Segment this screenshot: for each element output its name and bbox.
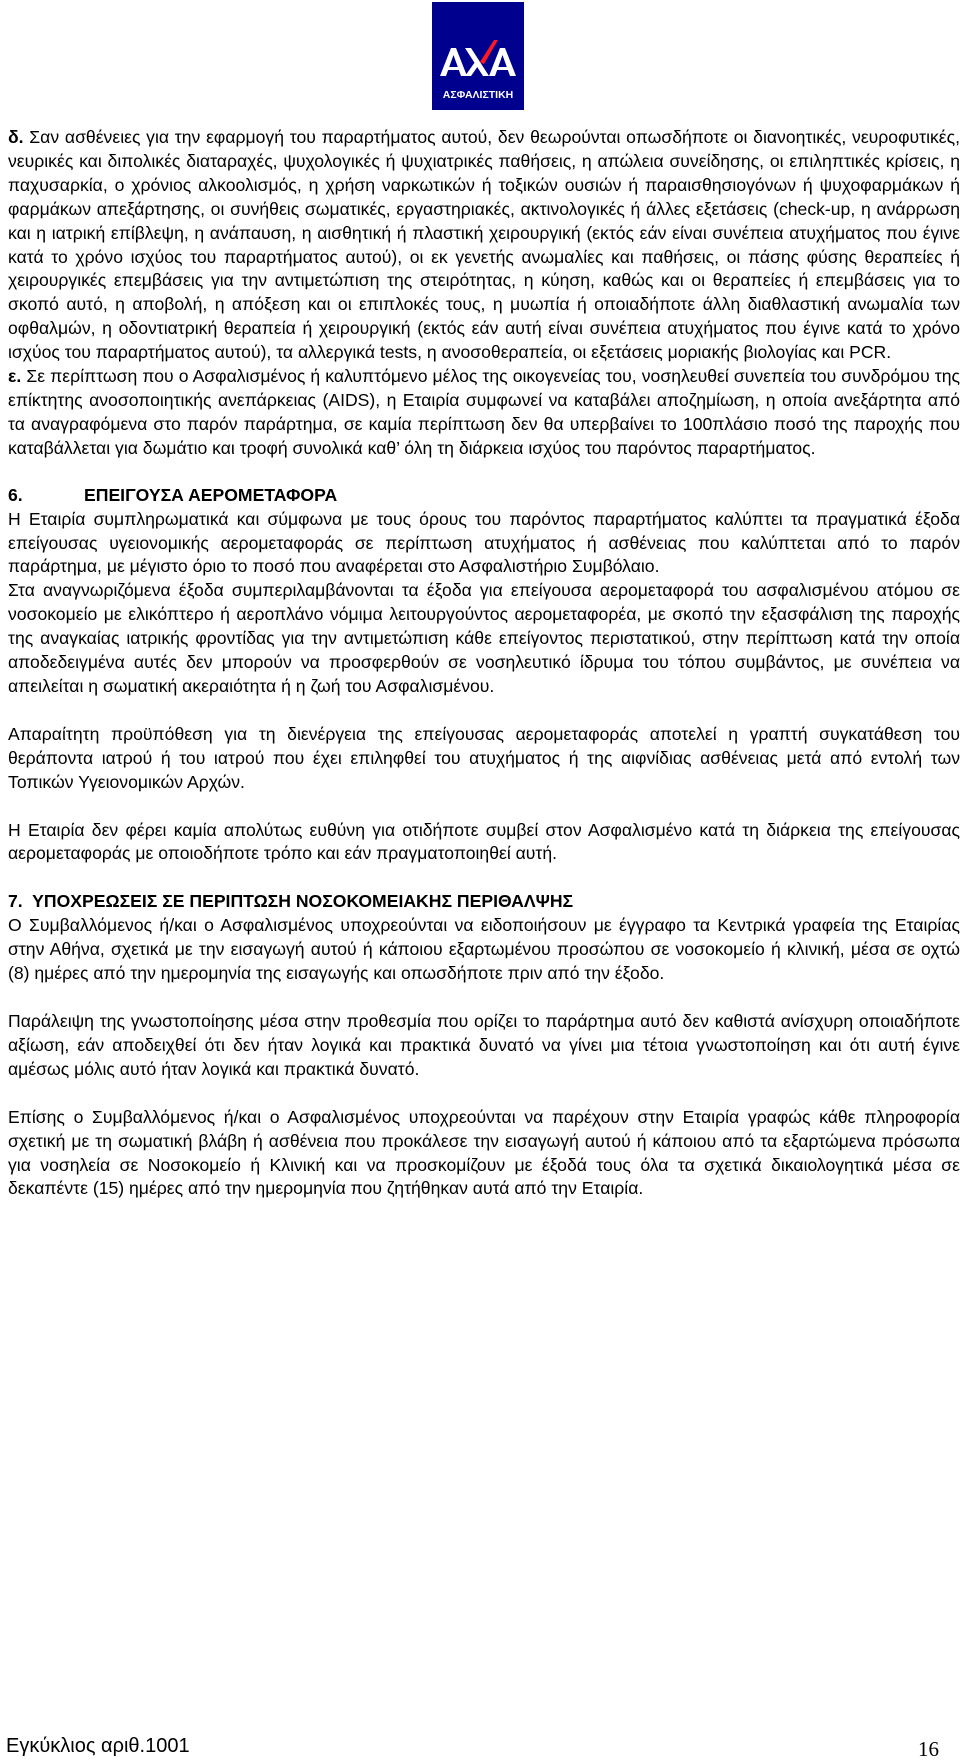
section-6-paragraph-2: Στα αναγνωριζόμενα έξοδα συμπεριλαμβάνονται τα έξοδα για επείγουσα αερομεταφορά του ασφαλισμένου ατόμου σε νοσοκομείο με ελικόπτερο ή αεροπλάνο νόμιμα λειτουργούντος αερομεταφορέα, με σκοπό την εξασφάλιση της παροχής της αναγκαίας ιατρικής φροντίδας για την αντιμετώπιση κάθε επείγοντος περιστατικού, στην περίπτωση κατά την οποία αποδεδειγμένα αυτές δεν μπορούν να προσφερθούν σε νοσηλευτικό ίδρυμα του τόπου συμβάντος, με συνέπεια να απειλείται η σωματική ακεραιότητα ή η ζωή του Ασφαλισμένου.: [8, 580, 960, 696]
section-6-heading: [8, 484, 960, 508]
section-6-paragraph-3: Απαραίτητη προϋπόθεση για τη διενέργεια της επείγουσας αερομεταφοράς αποτελεί η γραπτή συγκατάθεση του θεράποντα ιατρού ή του ιατρού που έχει επιληφθεί του ατυχήματος ή της αιφνίδιας ασθένειας μετά από εντολή των Τοπικών Υγειονομικών Αρχών.: [8, 723, 960, 792]
section-6-paragraph-4: Η Εταιρία δεν φέρει καμία απολύτως ευθύνη για οτιδήποτε συμβεί στον Ασφαλισμένο κατά τη διάρκεια της επείγουσας αερομεταφοράς με οποιοδήποτε τρόπο και εάν πραγματοποιηθεί αυτή.: [8, 819, 960, 864]
section-6-number: 6.: [8, 484, 23, 505]
paragraph-d: [8, 126, 960, 365]
axa-logo: [432, 2, 524, 110]
page-number: 16: [918, 1737, 939, 1761]
axa-logo-subtitle: ΑΣΦΑΛΙΣΤΙΚΗ: [442, 89, 514, 101]
section-7-paragraph-3: Επίσης ο Συμβαλλόμενος ή/και ο Ασφαλισμένος υποχρεούνται να παρέχουν στην Εταιρία γραφώς κάθε πληροφορία σχετική με τη σωματική βλάβη ή ασθένεια που προκάλεσε την εισαγωγή αυτού ή κάποιου από τα εξαρτώμενα πρόσωπα για νοσηλεία σε Νοσοκομείο ή Κλινική και να προσκομίζουν με έξοδά τους όλα τα σχετικά δικαιολογητικά μέσα σε δεκαπέντε (15) ημέρες από την ημερομηνία που ζητήθηκαν αυτά από την Εταιρία.: [8, 1106, 960, 1199]
paragraph-e-label: ε.: [8, 366, 22, 387]
axa-logo-graphic: [432, 2, 524, 110]
section-7-heading: 7. ΥΠΟΧΡΕΩΣΕΙΣ ΣΕ ΠΕΡΙΠΤΩΣΗ ΝΟΣΟΚΟΜΕΙΑΚΗΣ ΠΕΡΙΘΑΛΨΗΣ: [8, 891, 574, 912]
paragraph-e: [8, 365, 960, 461]
document-body: [8, 126, 960, 1201]
paragraph-d-label: δ.: [8, 127, 24, 147]
paragraph-d-text: Σαν ασθένειες για την εφαρμογή του παραρτήματος αυτού, δεν θεωρούνται οπωσδήποτε οι διανοητικές, νευροφυτικές, νευρικές και διπολικές διαταραχές, ψυχολογικές ή ψυχιατρικές παθήσεις, η απώλεια συνείδησης, οι επιληπτικές κρίσεις, η παχυσαρκία, ο χρόνιος αλκοολισμός, η χρήση ναρκωτικών ή τοξικών ουσιών ή παραισθησιογόνων ή ψυχοφαρμάκων ή φαρμάκων απεξάρτησης, οι συνήθεις σωματικές, εργαστηριακές, ακτινολογικές ή άλλες εξετάσεις (check-up, η ανάρρωση και η ιατρική επίβλεψη, η ανάπαυση, η αισθητική ή πλαστική χειρουργική (εκτός εάν είναι συνέπεια ατυχήματος που έγινε κατά το χρόνο ισχύος του παραρτήματος αυτού), οι εκ γενετής ανωμαλίες και παθήσεις, οι πάσης φύσης θεραπείες ή χειρουργικές επεμβάσεις για την αντιμετώπιση της στειρότητας, η κύηση, καθώς και οι θεραπείες ή επεμβάσεις για το σκοπό αυτό, η αποβολή, η απόξεση και οι επιπλοκές τους, η μυωπία ή οποιαδήποτε άλλη διαθλαστική ανωμαλία των οφθαλμών, η οδοντιατρική θεραπεία ή χειρουργική (εκτός εάν αυτή είναι συνέπεια ατυχήματος που έγινε κατά το χρόνο ισχύος του παραρτήματος αυτού), τα αλλεργικά tests, η ανοσοθεραπεία, οι εξετάσεις μοριακής βιολογίας και PCR.: [8, 127, 960, 363]
paragraph-e-text: Σε περίπτωση που ο Ασφαλισμένος ή καλυπτόμενο μέλος της οικογενείας του, νοσηλευθεί συνεπεία του συνδρόμου της επίκτητης ανοσοποιητικής ανεπάρκειας (AIDS), η Εταιρία συμφωνεί να καταβάλει αποζημίωση, η οποία ανεξάρτητα από τα αναγραφόμενα στο παρόν παράρτημα, σε καμία περίπτωση δεν θα υπερβαίνει το 100πλάσιο ποσό της παροχής που καταβάλλεται για δωμάτιο και τροφή συνολικά καθ’ όλη τη διάρκεια ισχύος του παρόντος παραρτήματος.: [8, 366, 960, 458]
section-7-paragraph-2: Παράλειψη της γνωστοποίησης μέσα στην προθεσμία που ορίζει το παράρτημα αυτό δεν καθιστά ανίσχυρη οποιαδήποτε αξίωση, εάν αποδειχθεί ότι δεν ήταν λογικά και πρακτικά δυνατό να γίνει μια τέτοια γνωστοποίηση και ότι αυτή έγινε αμέσως μόλις αυτό ήταν λογικά και πρακτικά δυνατό.: [8, 1011, 960, 1079]
section-6-title: ΕΠΕΙΓΟΥΣΑ ΑΕΡΟΜΕΤΑΦΟΡΑ: [84, 484, 338, 505]
section-7-paragraph-1: Ο Συμβαλλόμενος ή/και ο Ασφαλισμένος υποχρεούνται να ειδοποιήσουν με έγγραφο τα Κεντρικά γραφεία της Εταιρίας στην Αθήνα, σχετικά με την εισαγωγή αυτού ή κάποιου εξαρτωμένου προσώπου σε νοσοκομείο ή κλινική, μέσα σε οχτώ (8) ημέρες από την ημερομηνία της εισαγωγής και οπωσδήποτε πριν από την έξοδο.: [8, 915, 960, 984]
footer-circular-number: Εγκύκλιος αριθ.1001: [6, 1735, 190, 1757]
section-6-paragraph-1: Η Εταιρία συμπληρωματικά και σύμφωνα με τους όρους του παρόντος παραρτήματος καλύπτει τα πραγματικά έξοδα επείγουσας υγειονομικής αερομεταφοράς σε περίπτωση ατυχήματος ή ασθένειας που καλύπτεται από το παρόν παράρτημα, με μέγιστο όριο το ποσό που αναφέρεται στο Ασφαλιστήριο Συμβόλαιο.: [8, 508, 960, 577]
